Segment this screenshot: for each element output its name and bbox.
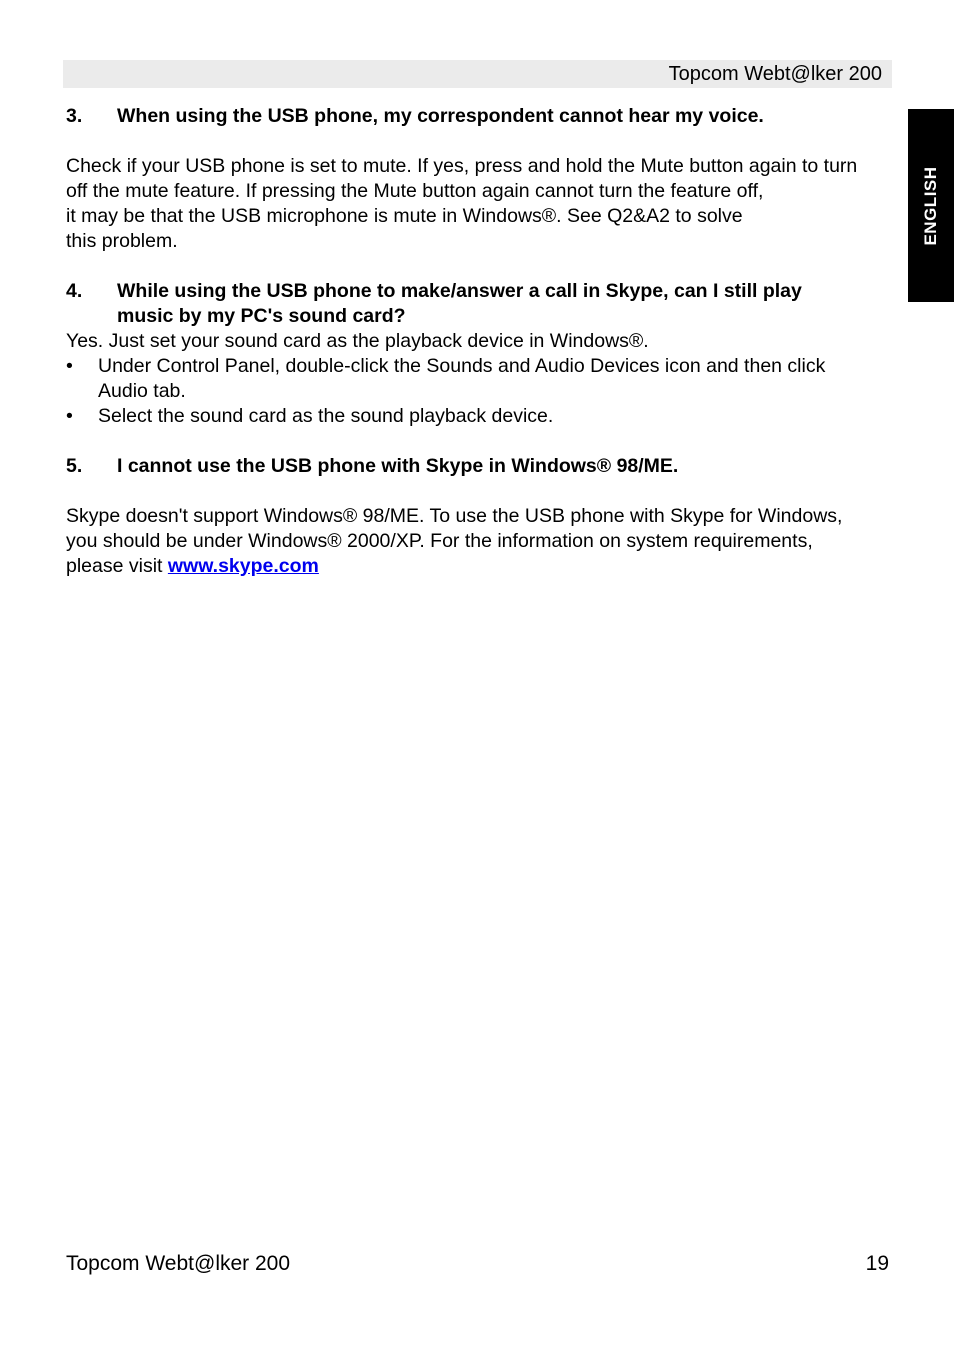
- answer-line: off the mute feature. If pressing the Mute button again cannot turn the feature off,: [66, 180, 764, 202]
- header-bar: [63, 60, 892, 88]
- faq-question-text: When using the USB phone, my correspondent cannot hear my voice.: [117, 105, 764, 127]
- answer-line: it may be that the USB microphone is mute in Windows®. See Q2&A2 to solve: [66, 205, 743, 227]
- bullet-item: [66, 404, 892, 429]
- bullet-line: Select the sound card as the sound playback device.: [98, 405, 554, 427]
- faq-answer-5: [66, 504, 892, 579]
- bullet-item: [66, 354, 892, 404]
- header-title: Topcom Webt@lker 200: [668, 63, 882, 85]
- answer-line: Yes. Just set your sound card as the playback device in Windows®.: [66, 330, 649, 352]
- answer-line: [66, 554, 892, 579]
- faq-answer-4: [66, 329, 892, 429]
- faq-question-line: While using the USB phone to make/answer a call in Skype, can I still play: [117, 280, 802, 302]
- skype-website-link[interactable]: www.skype.com: [167, 555, 319, 577]
- faq-question-line: music by my PC's sound card?: [117, 305, 406, 327]
- page-number: 19: [865, 1252, 889, 1275]
- faq-question-number: 3.: [66, 105, 83, 127]
- bullet-line: Audio tab.: [98, 380, 186, 402]
- answer-line: this problem.: [66, 230, 178, 252]
- faq-question-number: 4.: [66, 280, 83, 302]
- language-tab: [908, 109, 954, 302]
- bullet-icon: •: [66, 355, 73, 377]
- faq-content: [66, 104, 892, 579]
- answer-line: you should be under Windows® 2000/XP. For the information on system requirements,: [66, 530, 813, 552]
- language-tab-label: ENGLISH: [921, 165, 940, 246]
- bullet-icon: •: [66, 405, 73, 427]
- faq-question-3: [66, 104, 892, 129]
- faq-answer-3: [66, 154, 892, 254]
- faq-question-number: 5.: [66, 455, 83, 477]
- bullet-line: Under Control Panel, double-click the Sounds and Audio Devices icon and then click: [98, 355, 826, 377]
- faq-question-4: [66, 279, 892, 329]
- faq-question-text: I cannot use the USB phone with Skype in Windows® 98/ME.: [117, 455, 679, 477]
- faq-question-5: [66, 454, 892, 479]
- answer-prefix: please visit: [66, 555, 168, 577]
- answer-line: Skype doesn't support Windows® 98/ME. To use the USB phone with Skype for Windows,: [66, 505, 843, 527]
- footer-title: Topcom Webt@lker 200: [66, 1252, 291, 1275]
- answer-line: Check if your USB phone is set to mute. If yes, press and hold the Mute button again to turn: [66, 155, 858, 177]
